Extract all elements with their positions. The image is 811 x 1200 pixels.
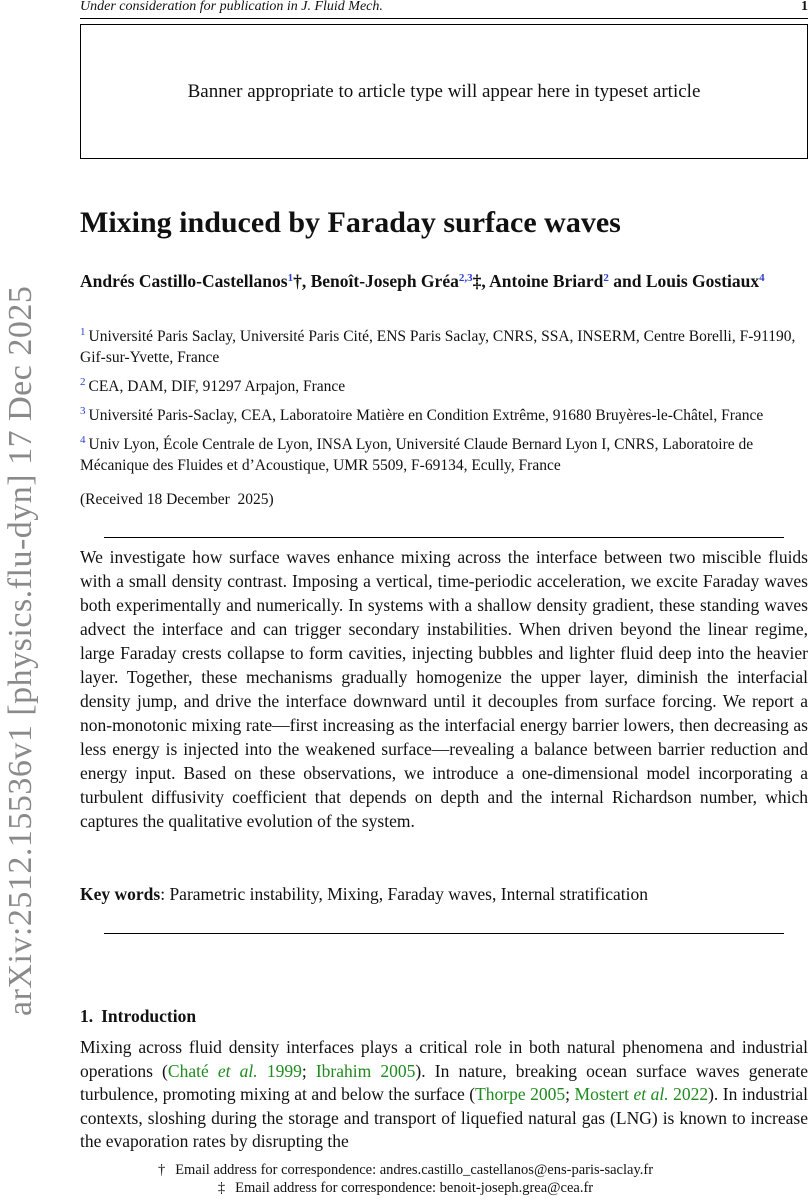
footnote-mark: † <box>157 1162 166 1178</box>
affiliation-text: Université Paris Saclay, Université Paris Cité, ENS Paris Saclay, CNRS, SSA, INSERM, Centre Borelli, F-91190, Gif-sur-Yvette, France <box>80 328 796 366</box>
keywords <box>80 884 808 905</box>
paper-title: Mixing induced by Faraday surface waves <box>80 206 621 239</box>
author-affil-sup[interactable]: 2 <box>603 272 609 284</box>
section-number: 1. <box>80 1006 94 1026</box>
keywords-text: Parametric instability, Mixing, Faraday waves, Internal stratification <box>169 884 648 904</box>
author-separator: , <box>301 271 311 291</box>
affiliation-number: 4 <box>80 434 86 446</box>
abstract-top-rule <box>104 537 784 538</box>
intro-text: ; <box>301 1060 316 1081</box>
citation-link[interactable]: Mostert et al. 2022 <box>574 1084 709 1104</box>
section-title: Introduction <box>101 1006 197 1026</box>
author-name: Louis Gostiaux <box>645 271 760 291</box>
footnote <box>0 1179 811 1197</box>
intro-text: Mixing across fluid density interfaces plays a critical role in both natural phenomena and industrial operations ( <box>80 1037 808 1081</box>
affiliation <box>80 401 808 426</box>
footnote-text: Email address for correspondence: andres.castillo_castellanos@ens-paris-saclay.fr <box>175 1162 654 1178</box>
author-name: Andrés Castillo-Castellanos <box>80 271 288 291</box>
author-name: Antoine Briard <box>489 271 604 291</box>
affiliation <box>80 322 808 368</box>
affiliation <box>80 430 808 476</box>
correspondence-mark: † <box>293 271 302 291</box>
footnote-text: Email address for correspondence: benoit-joseph.grea@cea.fr <box>235 1180 594 1196</box>
intro-paragraph <box>80 1036 808 1154</box>
affiliation-text: Université Paris-Saclay, CEA, Laboratoire Matière en Condition Extrême, 91680 Bruyères-le-Châtel, France <box>88 407 764 424</box>
section-heading <box>80 1006 196 1027</box>
author-name: Benoît-Joseph Gréa <box>310 271 459 291</box>
footnote <box>0 1161 811 1179</box>
affiliation-list <box>80 322 808 480</box>
affiliation-text: Univ Lyon, École Centrale de Lyon, INSA Lyon, Université Claude Bernard Lyon I, CNRS, Laboratoire de Mécanique des Fluides et d’Acoustique, UMR 5509, F-69134, Ecully, France <box>80 436 754 474</box>
author-affil-sup[interactable]: 1 <box>287 272 294 284</box>
abstract-bottom-rule <box>104 933 784 934</box>
intro-text: ). In nature, breaking ocean surface waves generate turbulence, promoting mixing at and below the surface ( <box>80 1060 808 1104</box>
correspondence-mark: ‡ <box>472 271 482 291</box>
intro-text: ; <box>565 1084 575 1104</box>
footnotes <box>0 1161 811 1197</box>
journal-line: Under consideration for publication in J. Fluid Mech. <box>80 0 383 14</box>
affiliation-number: 3 <box>80 405 86 417</box>
author-separator: and <box>608 271 646 291</box>
citation-link[interactable]: Chaté et al. 1999 <box>167 1060 302 1081</box>
citation-link[interactable]: Thorpe 2005 <box>475 1084 566 1104</box>
author-list <box>80 266 808 293</box>
article-banner <box>80 24 808 159</box>
arxiv-stamp: arXiv:2512.15536v1 [physics.flu-dyn] 17 Dec 2025 <box>2 285 39 1016</box>
affiliation-text: CEA, DAM, DIF, 91297 Arpajon, France <box>88 378 346 395</box>
footnote-mark: ‡ <box>217 1180 226 1196</box>
page-number: 1 <box>801 0 808 14</box>
author-affil-sup[interactable]: 4 <box>759 272 765 284</box>
intro-text: ). In industrial contexts, sloshing during the storage and transport of liquefied natural gas (LNG) is known to increase the evaporation rates by disrupting the <box>80 1084 808 1151</box>
running-header <box>80 0 808 19</box>
citation-link[interactable]: Ibrahim 2005 <box>315 1060 416 1081</box>
abstract: We investigate how surface waves enhance mixing across the interface between two miscible fluids with a small density contrast. Imposing a vertical, time-periodic acceleration, we excite Faraday waves both experimentally and numerically. In systems with a shallow density gradient, these standing waves advect the interface and can trigger secondary instabilities. When driven beyond the linear regime, large Faraday crests collapse to form cavities, injecting bubbles and lighter fluid deep into the heavier layer. Together, these mechanisms gradually homogenize the upper layer, diminish the interfacial density jump, and drive the interface downward until it decouples from surface forcing. We report a non-monotonic mixing rate—first increasing as the interfacial energy barrier lowers, then decreasing as less energy is injected into the weakened surface—revealing a balance between barrier reduction and energy input. Based on these observations, we introduce a one-dimensional model incorporating a turbulent diffusivity coefficient that depends on depth and the internal Richardson number, which captures the qualitative evolution of the system. <box>80 547 808 831</box>
keywords-colon: : <box>160 884 170 904</box>
banner-text: Banner appropriate to article type will appear here in typeset article <box>187 80 701 102</box>
affiliation-number: 1 <box>80 326 86 338</box>
affiliation <box>80 372 808 397</box>
affiliation-number: 2 <box>80 376 86 388</box>
keywords-label: Key words <box>80 884 161 904</box>
author-affil-sup[interactable]: 2,3 <box>458 272 473 284</box>
received-date: (Received 18 December 2025) <box>80 491 274 508</box>
author-separator: , <box>481 271 490 291</box>
